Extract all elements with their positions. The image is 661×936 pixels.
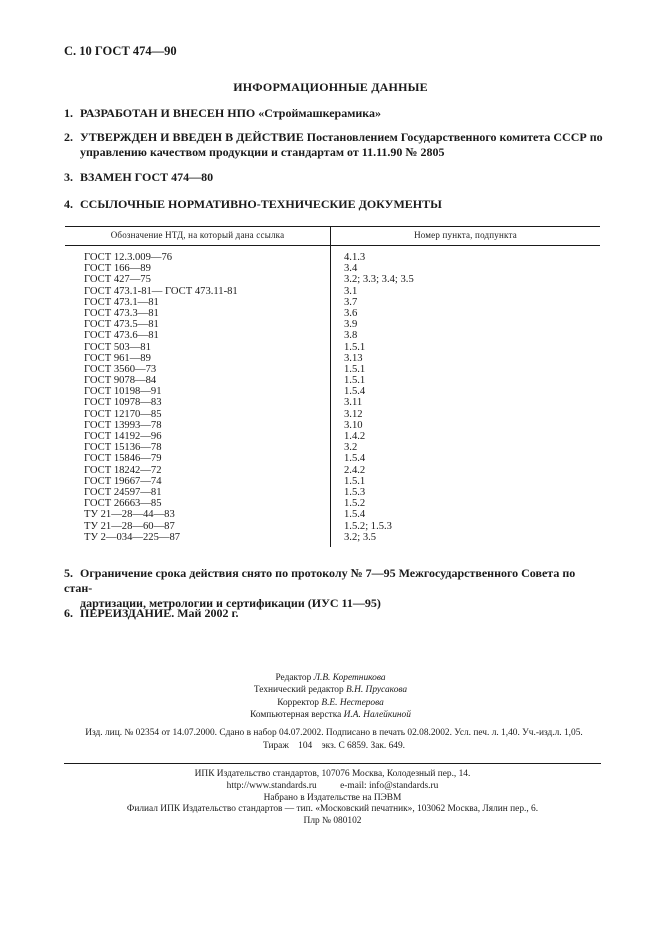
item-heading: УТВЕРЖДЕН И ВВЕДЕН В ДЕЙСТВИЕ	[80, 130, 304, 144]
document-cell: ГОСТ 14192—96	[65, 431, 331, 442]
clause-cell: 4.1.3	[344, 252, 366, 263]
table-row	[65, 498, 600, 509]
table-row	[65, 319, 600, 330]
references-table	[65, 226, 600, 547]
document-cell: ГОСТ 24597—81	[65, 487, 331, 498]
clause-cell: 1.5.1	[344, 475, 366, 487]
document-cell: ГОСТ 473.3—81	[65, 308, 331, 319]
item-heading: Ограничение срока действия снято по протоколу № 7—95 Межгосударственного Совета по стан-	[64, 566, 576, 595]
document-cell: ГОСТ 473.6—81	[65, 330, 331, 341]
table-row	[65, 246, 600, 264]
info-item-6	[64, 606, 604, 621]
item-heading: ВЗАМЕН ГОСТ 474—80	[80, 170, 214, 184]
clause-cell: 3.1	[344, 285, 358, 297]
imprint-block	[64, 727, 604, 752]
info-item-1	[64, 106, 604, 121]
document-cell: ГОСТ 166—89	[65, 263, 331, 274]
clause-cell: 3.9	[344, 319, 358, 331]
publisher-line-4: Филиал ИПК Издательство стандартов — тип. «Московский печатник», 103062 Москва, Лялин пер., 6.	[126, 804, 539, 815]
clause-cell: 1.4.2	[344, 431, 366, 442]
imprint-line-1: Изд. лиц. № 02354 от 14.07.2000. Сдано в набор 04.07.2002. Подписано в печать 02.08.2002. Усл. печ. л. 1,40. Уч.-изд.л. 1,05.	[85, 728, 583, 738]
table-row	[65, 509, 600, 520]
credit-tech-editor	[0, 684, 661, 696]
divider	[64, 763, 601, 764]
item-body: Постановлением Государственного комитета СССР по	[306, 130, 603, 144]
table-row	[65, 386, 600, 397]
credit-role: Технический редактор	[253, 685, 344, 696]
item-number: 1.	[64, 106, 73, 120]
table-row	[65, 297, 600, 308]
credit-layout	[0, 709, 661, 721]
table-row	[65, 353, 600, 364]
clause-cell: 3.6	[344, 307, 358, 319]
item-heading: ССЫЛОЧНЫЕ НОРМАТИВНО-ТЕХНИЧЕСКИЕ ДОКУМЕНТЫ	[80, 197, 442, 211]
table-row	[65, 364, 600, 375]
publisher-line-2: http://www.standards.ru e-mail: info@standards.ru	[226, 780, 439, 791]
document-cell: ГОСТ 427—75	[65, 274, 331, 285]
table-row	[65, 476, 600, 487]
table-row	[65, 308, 600, 319]
clause-cell: 1.5.1	[344, 341, 366, 353]
document-cell: ТУ 21—28—44—83	[65, 509, 331, 520]
item-number: 3.	[64, 170, 73, 184]
publisher-line-3: Набрано в Издательстве на ПЭВМ	[263, 792, 402, 803]
item-heading: ПЕРЕИЗДАНИЕ. Май 2002 г.	[80, 606, 239, 620]
clause-cell: 3.2; 3.5	[344, 531, 377, 543]
table-row	[65, 420, 600, 431]
document-cell: ГОСТ 12170—85	[65, 409, 331, 420]
document-cell: ГОСТ 10198—91	[65, 386, 331, 397]
document-cell: ГОСТ 13993—78	[65, 420, 331, 431]
table-row	[65, 487, 600, 498]
table-row	[65, 397, 600, 408]
credit-name: Л.В. Коретникова	[313, 673, 386, 683]
credit-role: Редактор	[275, 673, 312, 683]
table-body	[65, 246, 600, 547]
clause-cell: 3.11	[344, 397, 363, 409]
document-cell: ТУ 2—034—225—87	[65, 532, 331, 547]
clause-cell: 1.5.1	[344, 375, 366, 387]
credit-role: Компьютерная верстка	[250, 710, 342, 721]
document-cell: ТУ 21—28—60—87	[65, 521, 331, 532]
clause-cell: 1.5.4	[344, 453, 366, 465]
item-number: 5.	[64, 566, 73, 580]
document-cell: ГОСТ 3560—73	[65, 364, 331, 375]
table-row	[65, 286, 600, 297]
table-row	[65, 263, 600, 274]
clause-cell: 1.5.4	[344, 509, 366, 521]
column-header-clause: Номер пункта, подпункта	[331, 227, 601, 246]
document-cell: ГОСТ 503—81	[65, 342, 331, 353]
credit-role: Корректор	[277, 697, 319, 708]
info-item-5	[64, 566, 604, 611]
table-row	[65, 375, 600, 386]
credit-name: В.Е. Нестерова	[321, 697, 384, 708]
document-cell: ГОСТ 9078—84	[65, 375, 331, 386]
imprint-line-2: Тираж 104 экз. С 6859. Зак. 649.	[262, 740, 406, 751]
table-row	[65, 409, 600, 420]
clause-cell: 2.4.2	[344, 464, 366, 476]
document-cell: ГОСТ 473.5—81	[65, 319, 331, 330]
clause-cell: 3.7	[344, 296, 358, 308]
credit-editor	[0, 672, 661, 684]
table-row	[65, 431, 600, 442]
table-row	[65, 274, 600, 285]
item-number: 6.	[64, 606, 73, 620]
table-row	[65, 532, 600, 547]
document-cell: ГОСТ 961—89	[65, 353, 331, 364]
table-row	[65, 453, 600, 464]
page-header: С. 10 ГОСТ 474—90	[64, 44, 177, 58]
clause-cell: 3.4	[344, 263, 358, 275]
clause-cell: 3.10	[344, 419, 363, 431]
document-cell: ГОСТ 15846—79	[65, 453, 331, 464]
document-cell: ГОСТ 473.1—81	[65, 297, 331, 308]
table-row	[65, 330, 600, 341]
clause-cell: 1.5.3	[344, 486, 366, 498]
document-cell: ГОСТ 473.1-81— ГОСТ 473.11-81	[65, 286, 331, 297]
table-row	[65, 342, 600, 353]
document-cell: ГОСТ 19667—74	[65, 476, 331, 487]
section-title: ИНФОРМАЦИОННЫЕ ДАННЫЕ	[233, 80, 428, 94]
table-header-row	[65, 227, 600, 246]
clause-cell: 3.8	[344, 330, 358, 342]
document-cell: ГОСТ 10978—83	[65, 397, 331, 408]
info-item-3	[64, 170, 604, 185]
table-row	[65, 465, 600, 476]
clause-cell: 3.12	[344, 408, 363, 420]
item-number: 4.	[64, 197, 73, 211]
document-cell: ГОСТ 12.3.009—76	[65, 246, 331, 264]
clause-cell: 3.2	[344, 442, 358, 454]
document-cell: ГОСТ 18242—72	[65, 465, 331, 476]
item-heading: РАЗРАБОТАН И ВНЕСЕН НПО «Строймашкерамика»	[80, 106, 382, 120]
document-cell: ГОСТ 26663—85	[65, 498, 331, 509]
credit-proofreader	[0, 697, 661, 709]
table-row	[65, 521, 600, 532]
document-cell: ГОСТ 15136—78	[65, 442, 331, 453]
item-continuation: дартизации, метрологии и сертификации (ИУС 11—95)	[80, 596, 381, 610]
table-row	[65, 442, 600, 453]
clause-cell: 1.5.4	[344, 386, 366, 398]
clause-cell: 1.5.2	[344, 498, 366, 510]
publisher-block	[64, 769, 601, 828]
column-header-document: Обозначение НТД, на который дана ссылка	[65, 227, 331, 246]
credit-name: И.А. Налейкиной	[343, 710, 411, 721]
publisher-line-1: ИПК Издательство стандартов, 107076 Москва, Колодезный пер., 14.	[194, 769, 471, 779]
clause-cell: 3.2; 3.3; 3.4; 3.5	[344, 274, 414, 286]
clause-cell: 1.5.1	[344, 363, 366, 375]
item-number: 2.	[64, 130, 73, 144]
item-continuation: управлению качеством продукции и стандартам от 11.11.90 № 2805	[80, 145, 445, 159]
clause-cell: 1.5.2; 1.5.3	[344, 520, 392, 532]
credits-block	[0, 672, 661, 722]
publisher-line-5: Плр № 080102	[303, 816, 362, 827]
info-item-2	[64, 130, 604, 160]
clause-cell: 3.13	[344, 352, 363, 364]
credit-name: В.Н. Прусакова	[346, 685, 408, 696]
info-item-4	[64, 197, 604, 212]
